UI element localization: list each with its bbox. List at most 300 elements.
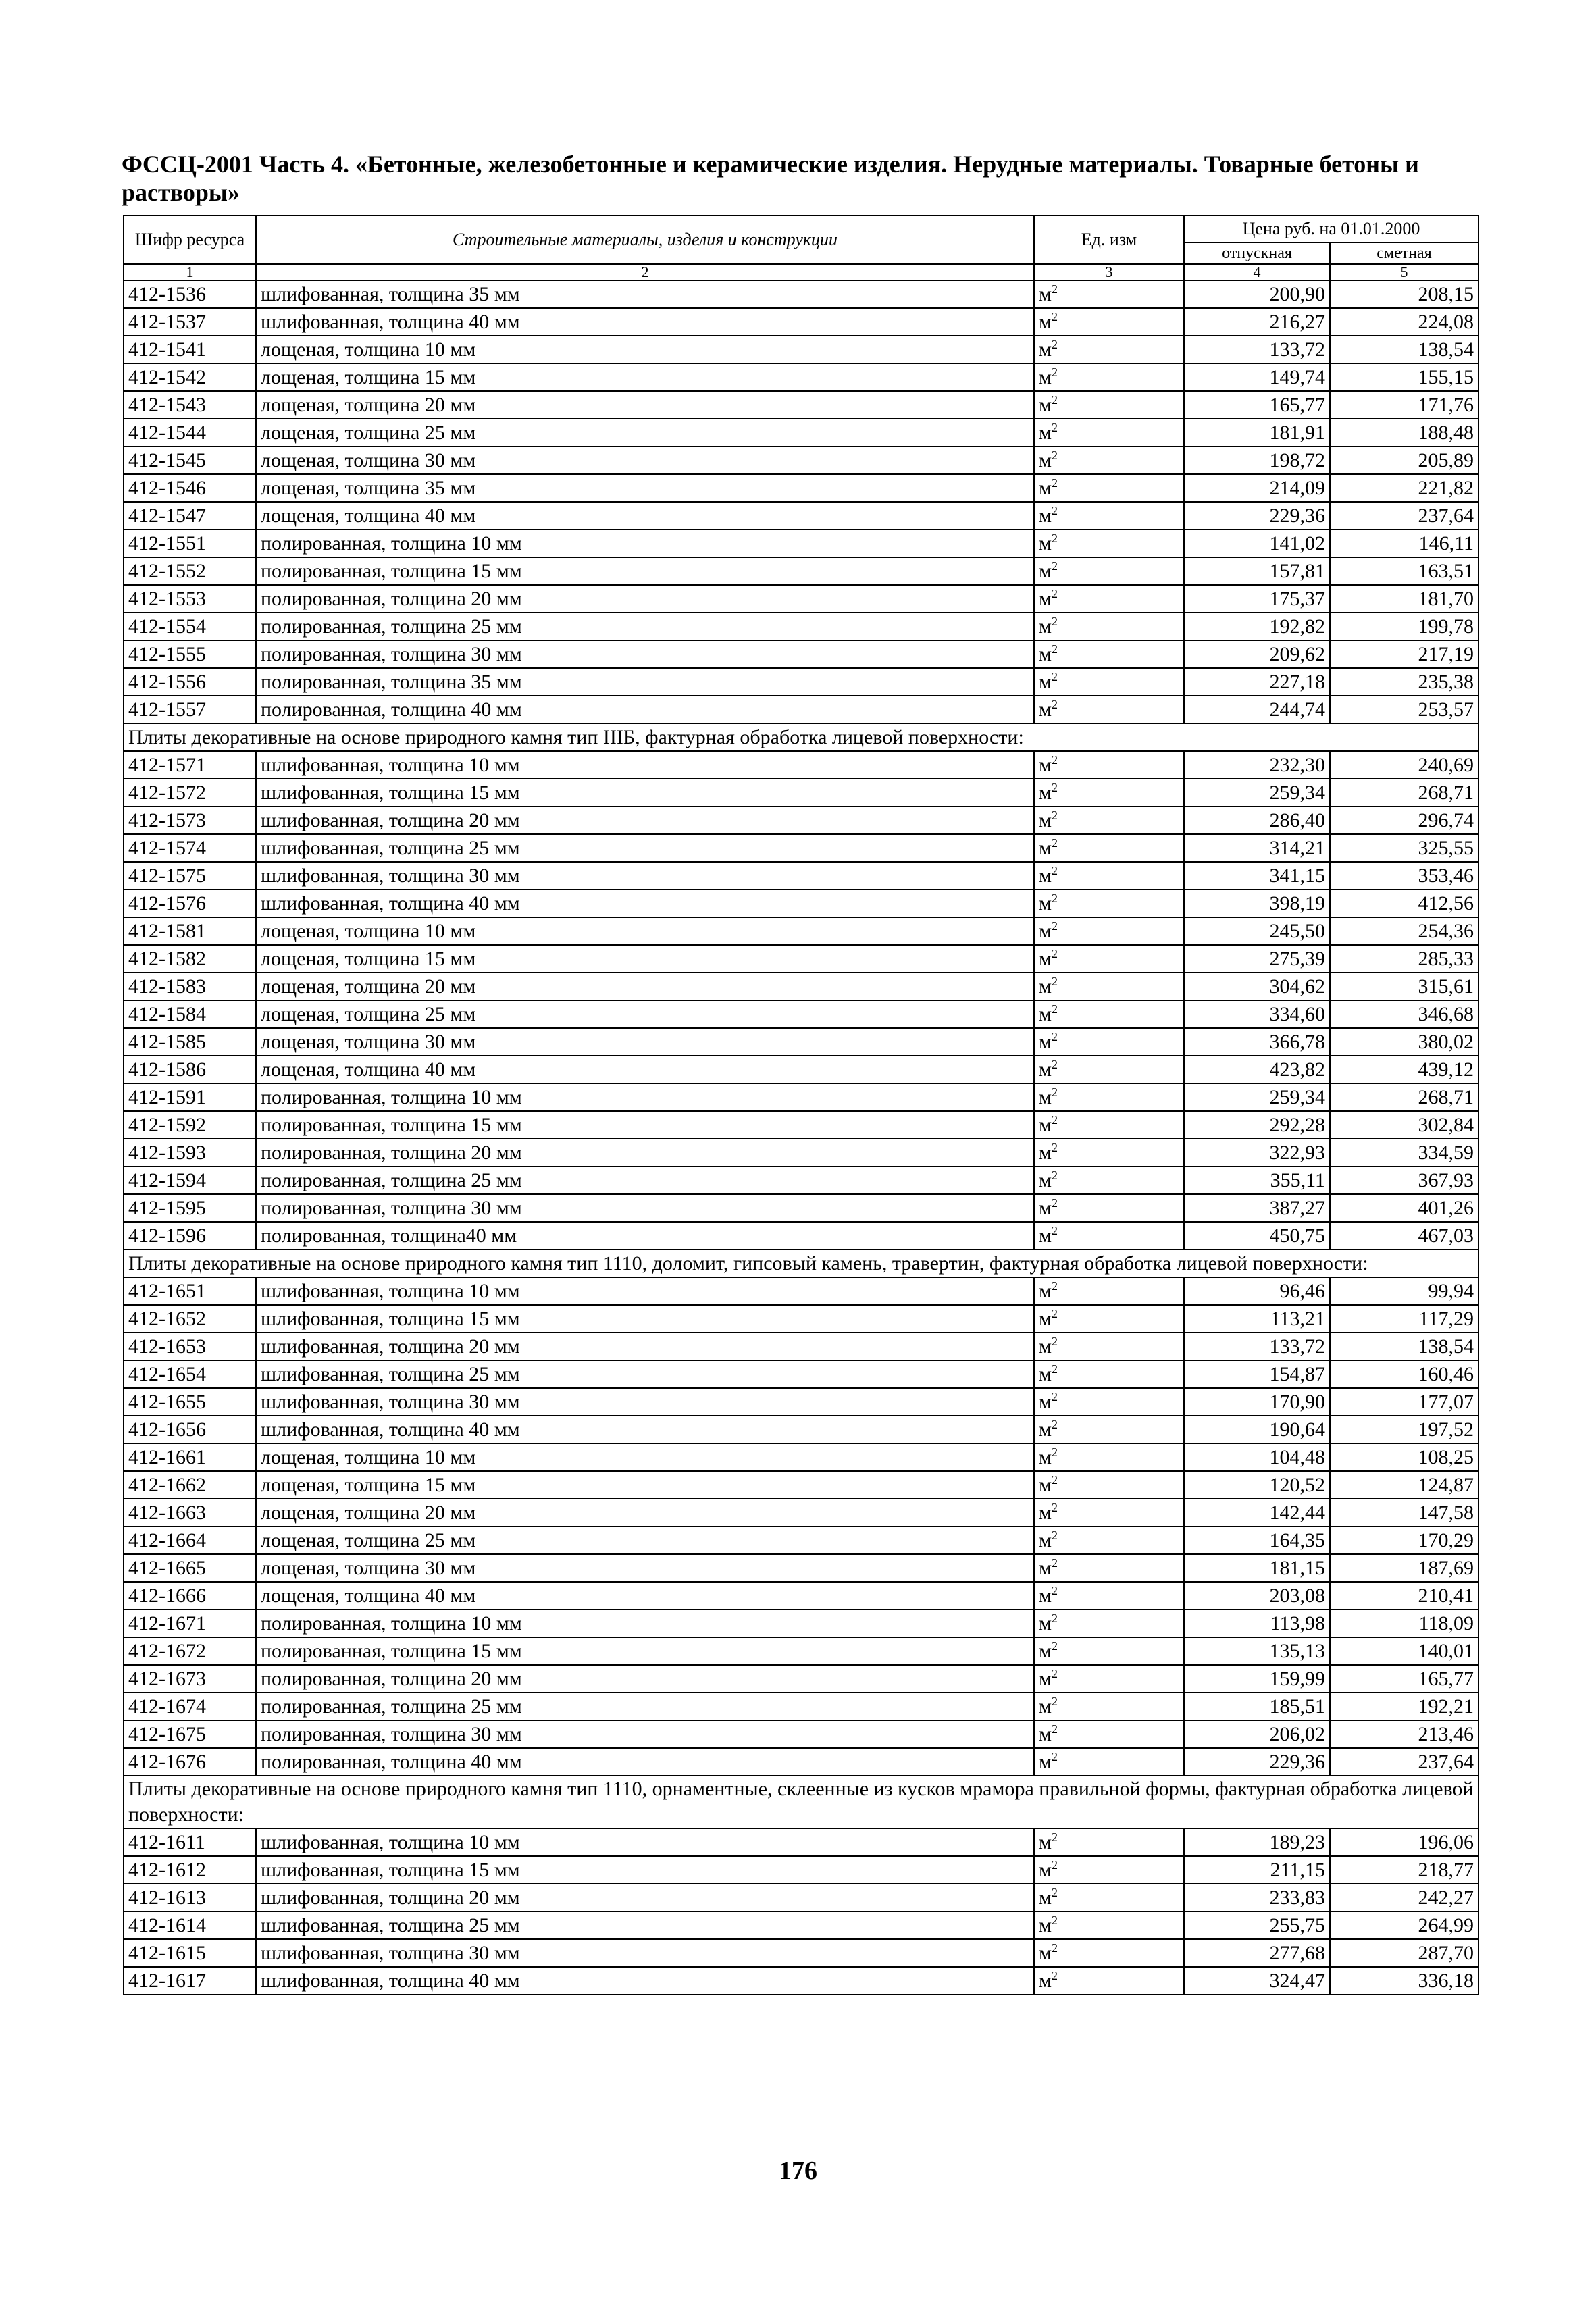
release-price: 133,72 (1184, 336, 1330, 363)
unit-base: м (1039, 1113, 1052, 1136)
table-row (124, 834, 1478, 862)
unit-base: м (1039, 1501, 1052, 1524)
release-price: 259,34 (1184, 1083, 1330, 1111)
unit-base: м (1039, 532, 1052, 555)
unit-base: м (1039, 1639, 1052, 1662)
resource-code: 412-1615 (124, 1939, 256, 1967)
material-name: полированная, толщина 20 мм (256, 585, 1034, 613)
unit-exponent: 2 (1051, 1279, 1058, 1293)
unit-base: м (1039, 1307, 1052, 1330)
unit-exponent: 2 (1051, 1968, 1058, 1982)
unit-base: м (1039, 1473, 1052, 1496)
resource-code: 412-1664 (124, 1526, 256, 1554)
material-name: полированная, толщина 25 мм (256, 1166, 1034, 1194)
unit-exponent: 2 (1051, 1940, 1058, 1955)
unit-base: м (1039, 919, 1052, 942)
resource-code: 412-1556 (124, 668, 256, 696)
table-row (124, 1748, 1478, 1776)
price-table (123, 215, 1479, 1995)
unit-base: м (1039, 282, 1052, 305)
table-row (124, 1139, 1478, 1166)
resource-code: 412-1572 (124, 779, 256, 806)
resource-code: 412-1614 (124, 1911, 256, 1939)
estimate-price: 268,71 (1330, 1083, 1478, 1111)
unit-cell (1034, 1499, 1184, 1526)
release-price: 164,35 (1184, 1526, 1330, 1554)
resource-code: 412-1537 (124, 308, 256, 336)
resource-code: 412-1617 (124, 1967, 256, 1995)
material-name: шлифованная, толщина 10 мм (256, 751, 1034, 779)
section-heading-row (124, 723, 1478, 751)
unit-exponent: 2 (1051, 282, 1058, 296)
material-name: лощеная, толщина 20 мм (256, 1499, 1034, 1526)
resource-code: 412-1576 (124, 890, 256, 917)
unit-exponent: 2 (1051, 1223, 1058, 1237)
material-name: лощеная, толщина 30 мм (256, 446, 1034, 474)
unit-cell (1034, 502, 1184, 530)
resource-code: 412-1665 (124, 1554, 256, 1582)
unit-cell (1034, 1911, 1184, 1939)
material-name: лощеная, толщина 40 мм (256, 1056, 1034, 1083)
material-name: полированная, толщина 40 мм (256, 696, 1034, 723)
table-row (124, 1939, 1478, 1967)
unit-base: м (1039, 393, 1052, 416)
resource-code: 412-1656 (124, 1416, 256, 1443)
release-price: 198,72 (1184, 446, 1330, 474)
release-price: 175,37 (1184, 585, 1330, 613)
material-name: шлифованная, толщина 35 мм (256, 280, 1034, 308)
resource-code: 412-1674 (124, 1693, 256, 1720)
material-name: шлифованная, толщина 25 мм (256, 1360, 1034, 1388)
unit-cell (1034, 363, 1184, 391)
unit-base: м (1039, 1224, 1052, 1247)
release-price: 141,02 (1184, 530, 1330, 557)
release-price: 245,50 (1184, 917, 1330, 945)
estimate-price: 224,08 (1330, 308, 1478, 336)
unit-exponent: 2 (1051, 503, 1058, 517)
resource-code: 412-1675 (124, 1720, 256, 1748)
unit-cell (1034, 1166, 1184, 1194)
table-row (124, 1194, 1478, 1222)
estimate-price: 138,54 (1330, 1333, 1478, 1360)
table-row (124, 1083, 1478, 1111)
release-price: 324,47 (1184, 1967, 1330, 1995)
estimate-price: 221,82 (1330, 474, 1478, 502)
unit-cell (1034, 1828, 1184, 1856)
release-price: 181,15 (1184, 1554, 1330, 1582)
unit-exponent: 2 (1051, 1500, 1058, 1514)
unit-base: м (1039, 1830, 1052, 1853)
unit-base: м (1039, 1584, 1052, 1607)
unit-exponent: 2 (1051, 1417, 1058, 1431)
estimate-price: 467,03 (1330, 1222, 1478, 1250)
unit-exponent: 2 (1051, 1140, 1058, 1154)
section-heading-row (124, 1250, 1478, 1277)
unit-cell (1034, 1000, 1184, 1028)
release-price: 334,60 (1184, 1000, 1330, 1028)
unit-exponent: 2 (1051, 1112, 1058, 1127)
table-row (124, 1388, 1478, 1416)
unit-base: м (1039, 781, 1052, 804)
material-name: лощеная, толщина 10 мм (256, 336, 1034, 363)
estimate-price: 235,38 (1330, 668, 1478, 696)
table-row (124, 917, 1478, 945)
table-row (124, 363, 1478, 391)
unit-base: м (1039, 670, 1052, 693)
material-name: шлифованная, толщина 25 мм (256, 1911, 1034, 1939)
table-row (124, 446, 1478, 474)
release-price: 314,21 (1184, 834, 1330, 862)
estimate-price: 254,36 (1330, 917, 1478, 945)
unit-cell (1034, 973, 1184, 1000)
material-name: лощеная, толщина 25 мм (256, 1000, 1034, 1028)
estimate-price: 208,15 (1330, 280, 1478, 308)
release-price: 149,74 (1184, 363, 1330, 391)
release-price: 322,93 (1184, 1139, 1330, 1166)
resource-code: 412-1552 (124, 557, 256, 585)
unit-exponent: 2 (1051, 365, 1058, 379)
material-name: лощеная, толщина 40 мм (256, 502, 1034, 530)
release-price: 185,51 (1184, 1693, 1330, 1720)
unit-exponent: 2 (1051, 1885, 1058, 1899)
unit-exponent: 2 (1051, 1334, 1058, 1348)
estimate-price: 287,70 (1330, 1939, 1478, 1967)
resource-code: 412-1541 (124, 336, 256, 363)
estimate-price: 296,74 (1330, 806, 1478, 834)
resource-code: 412-1655 (124, 1388, 256, 1416)
unit-cell (1034, 308, 1184, 336)
material-name: лощеная, толщина 25 мм (256, 419, 1034, 446)
release-price: 189,23 (1184, 1828, 1330, 1856)
resource-code: 412-1676 (124, 1748, 256, 1776)
table-row (124, 585, 1478, 613)
estimate-price: 325,55 (1330, 834, 1478, 862)
table-row (124, 1333, 1478, 1360)
unit-exponent: 2 (1051, 919, 1058, 933)
unit-base: м (1039, 698, 1052, 721)
unit-base: м (1039, 1279, 1052, 1302)
unit-exponent: 2 (1051, 752, 1058, 767)
table-row (124, 1499, 1478, 1526)
column-number: 3 (1034, 264, 1184, 280)
resource-code: 412-1551 (124, 530, 256, 557)
unit-base: м (1039, 1556, 1052, 1579)
release-price: 165,77 (1184, 391, 1330, 419)
resource-code: 412-1547 (124, 502, 256, 530)
unit-cell (1034, 446, 1184, 474)
table-row (124, 1610, 1478, 1637)
unit-exponent: 2 (1051, 337, 1058, 351)
table-row (124, 696, 1478, 723)
unit-exponent: 2 (1051, 475, 1058, 490)
unit-cell (1034, 668, 1184, 696)
material-name: полированная, толщина 25 мм (256, 613, 1034, 640)
release-price: 450,75 (1184, 1222, 1330, 1250)
resource-code: 412-1536 (124, 280, 256, 308)
unit-cell (1034, 1194, 1184, 1222)
material-name: шлифованная, толщина 30 мм (256, 1388, 1034, 1416)
estimate-price: 117,29 (1330, 1305, 1478, 1333)
material-name: полированная, толщина 30 мм (256, 1194, 1034, 1222)
unit-base: м (1039, 1196, 1052, 1219)
material-name: лощеная, толщина 30 мм (256, 1028, 1034, 1056)
unit-cell (1034, 585, 1184, 613)
release-price: 142,44 (1184, 1499, 1330, 1526)
resource-code: 412-1583 (124, 973, 256, 1000)
unit-base: м (1039, 642, 1052, 665)
unit-exponent: 2 (1051, 1722, 1058, 1736)
unit-base: м (1039, 1722, 1052, 1745)
resource-code: 412-1652 (124, 1305, 256, 1333)
resource-code: 412-1557 (124, 696, 256, 723)
column-number: 5 (1330, 264, 1478, 280)
estimate-price: 99,94 (1330, 1277, 1478, 1305)
unit-exponent: 2 (1051, 1694, 1058, 1708)
table-row (124, 1166, 1478, 1194)
table-row (124, 1222, 1478, 1250)
unit-cell (1034, 1111, 1184, 1139)
estimate-price: 285,33 (1330, 945, 1478, 973)
estimate-price: 253,57 (1330, 696, 1478, 723)
estimate-price: 108,25 (1330, 1443, 1478, 1471)
release-price: 423,82 (1184, 1056, 1330, 1083)
unit-cell (1034, 806, 1184, 834)
resource-code: 412-1584 (124, 1000, 256, 1028)
resource-code: 412-1594 (124, 1166, 256, 1194)
estimate-price: 380,02 (1330, 1028, 1478, 1056)
release-price: 209,62 (1184, 640, 1330, 668)
unit-exponent: 2 (1051, 891, 1058, 905)
unit-cell (1034, 1554, 1184, 1582)
release-price: 170,90 (1184, 1388, 1330, 1416)
estimate-price: 138,54 (1330, 336, 1478, 363)
unit-cell (1034, 1305, 1184, 1333)
release-price: 206,02 (1184, 1720, 1330, 1748)
estimate-price: 165,77 (1330, 1665, 1478, 1693)
material-name: лощеная, толщина 35 мм (256, 474, 1034, 502)
table-row (124, 1111, 1478, 1139)
unit-base: м (1039, 587, 1052, 610)
estimate-price: 264,99 (1330, 1911, 1478, 1939)
resource-code: 412-1654 (124, 1360, 256, 1388)
unit-cell (1034, 1388, 1184, 1416)
material-name: полированная, толщина 15 мм (256, 1637, 1034, 1665)
material-name: полированная, толщина 30 мм (256, 1720, 1034, 1748)
estimate-price: 171,76 (1330, 391, 1478, 419)
unit-cell (1034, 1720, 1184, 1748)
material-name: лощеная, толщина 20 мм (256, 973, 1034, 1000)
table-row (124, 1582, 1478, 1610)
unit-cell (1034, 1693, 1184, 1720)
section-heading-row (124, 1776, 1478, 1828)
material-name: шлифованная, толщина 20 мм (256, 1884, 1034, 1911)
release-price: 120,52 (1184, 1471, 1330, 1499)
table-body (124, 280, 1478, 1995)
release-price: 200,90 (1184, 280, 1330, 308)
release-price: 104,48 (1184, 1443, 1330, 1471)
table-row (124, 1884, 1478, 1911)
unit-base: м (1039, 338, 1052, 361)
estimate-price: 124,87 (1330, 1471, 1478, 1499)
resource-code: 412-1591 (124, 1083, 256, 1111)
unit-base: м (1039, 1445, 1052, 1468)
release-price: 366,78 (1184, 1028, 1330, 1056)
table-row (124, 1720, 1478, 1748)
unit-cell (1034, 779, 1184, 806)
material-name: шлифованная, толщина 15 мм (256, 779, 1034, 806)
resource-code: 412-1593 (124, 1139, 256, 1166)
resource-code: 412-1663 (124, 1499, 256, 1526)
unit-cell (1034, 613, 1184, 640)
resource-code: 412-1585 (124, 1028, 256, 1056)
material-name: лощеная, толщина 15 мм (256, 363, 1034, 391)
estimate-price: 170,29 (1330, 1526, 1478, 1554)
resource-code: 412-1573 (124, 806, 256, 834)
table-row (124, 640, 1478, 668)
table-row (124, 1443, 1478, 1471)
unit-base: м (1039, 1612, 1052, 1635)
table-row (124, 1856, 1478, 1884)
release-price: 190,64 (1184, 1416, 1330, 1443)
unit-cell (1034, 1610, 1184, 1637)
material-name: лощеная, толщина 25 мм (256, 1526, 1034, 1554)
resource-code: 412-1612 (124, 1856, 256, 1884)
unit-exponent: 2 (1051, 1639, 1058, 1653)
resource-code: 412-1582 (124, 945, 256, 973)
material-name: полированная, толщина 40 мм (256, 1748, 1034, 1776)
resource-code: 412-1596 (124, 1222, 256, 1250)
unit-cell (1034, 1333, 1184, 1360)
unit-exponent: 2 (1051, 863, 1058, 877)
table-row (124, 751, 1478, 779)
unit-base: м (1039, 1335, 1052, 1358)
estimate-price: 302,84 (1330, 1111, 1478, 1139)
release-price: 275,39 (1184, 945, 1330, 973)
resource-code: 412-1545 (124, 446, 256, 474)
release-price: 229,36 (1184, 1748, 1330, 1776)
unit-exponent: 2 (1051, 1611, 1058, 1625)
resource-code: 412-1543 (124, 391, 256, 419)
estimate-price: 210,41 (1330, 1582, 1478, 1610)
release-price: 113,21 (1184, 1305, 1330, 1333)
unit-cell (1034, 1416, 1184, 1443)
unit-cell (1034, 1748, 1184, 1776)
unit-exponent: 2 (1051, 1389, 1058, 1404)
section-heading: Плиты декоративные на основе природного камня тип IIIБ, фактурная обработка лицевой поверхности: (124, 723, 1478, 751)
release-price: 292,28 (1184, 1111, 1330, 1139)
estimate-price: 353,46 (1330, 862, 1478, 890)
unit-exponent: 2 (1051, 1085, 1058, 1099)
material-name: лощеная, толщина 15 мм (256, 1471, 1034, 1499)
unit-exponent: 2 (1051, 1830, 1058, 1844)
material-name: шлифованная, толщина 10 мм (256, 1828, 1034, 1856)
resource-code: 412-1575 (124, 862, 256, 890)
column-header-price: Цена руб. на 01.01.2000 (1184, 215, 1478, 242)
unit-base: м (1039, 421, 1052, 444)
estimate-price: 268,71 (1330, 779, 1478, 806)
unit-cell (1034, 1526, 1184, 1554)
estimate-price: 237,64 (1330, 502, 1478, 530)
unit-base: м (1039, 1695, 1052, 1718)
estimate-price: 199,78 (1330, 613, 1478, 640)
column-header-name: Строительные материалы, изделия и конструкции (256, 215, 1034, 264)
estimate-price: 160,46 (1330, 1360, 1478, 1388)
material-name: полированная, толщина 30 мм (256, 640, 1034, 668)
unit-cell (1034, 391, 1184, 419)
unit-base: м (1039, 615, 1052, 638)
estimate-price: 336,18 (1330, 1967, 1478, 1995)
material-name: лощеная, толщина 10 мм (256, 917, 1034, 945)
unit-base: м (1039, 1085, 1052, 1108)
material-name: лощеная, толщина 40 мм (256, 1582, 1034, 1610)
resource-code: 412-1571 (124, 751, 256, 779)
resource-code: 412-1586 (124, 1056, 256, 1083)
estimate-price: 196,06 (1330, 1828, 1478, 1856)
table-row (124, 1305, 1478, 1333)
unit-exponent: 2 (1051, 448, 1058, 462)
unit-base: м (1039, 476, 1052, 499)
table-row (124, 890, 1478, 917)
resource-code: 412-1671 (124, 1610, 256, 1637)
page-number: 176 (779, 2157, 817, 2185)
column-header-release-price: отпускная (1184, 242, 1330, 264)
table-row (124, 474, 1478, 502)
section-heading: Плиты декоративные на основе природного камня тип 1110, доломит, гипсовый камень, травертин, фактурная обработка лицевой поверхности: (124, 1250, 1478, 1277)
unit-base: м (1039, 310, 1052, 333)
material-name: шлифованная, толщина 10 мм (256, 1277, 1034, 1305)
unit-base: м (1039, 947, 1052, 970)
unit-exponent: 2 (1051, 1749, 1058, 1764)
unit-base: м (1039, 1858, 1052, 1881)
release-price: 154,87 (1184, 1360, 1330, 1388)
unit-base: м (1039, 1390, 1052, 1413)
unit-cell (1034, 1582, 1184, 1610)
table-row (124, 1554, 1478, 1582)
table-row (124, 391, 1478, 419)
release-price: 181,91 (1184, 419, 1330, 446)
table-row (124, 945, 1478, 973)
unit-exponent: 2 (1051, 697, 1058, 711)
table-row (124, 308, 1478, 336)
unit-exponent: 2 (1051, 559, 1058, 573)
material-name: лощеная, толщина 10 мм (256, 1443, 1034, 1471)
unit-cell (1034, 1637, 1184, 1665)
release-price: 229,36 (1184, 502, 1330, 530)
resource-code: 412-1613 (124, 1884, 256, 1911)
estimate-price: 240,69 (1330, 751, 1478, 779)
table-row (124, 502, 1478, 530)
estimate-price: 217,19 (1330, 640, 1478, 668)
release-price: 233,83 (1184, 1884, 1330, 1911)
unit-cell (1034, 557, 1184, 585)
unit-exponent: 2 (1051, 1555, 1058, 1570)
unit-cell (1034, 419, 1184, 446)
unit-exponent: 2 (1051, 974, 1058, 988)
material-name: шлифованная, толщина 30 мм (256, 862, 1034, 890)
unit-cell (1034, 1028, 1184, 1056)
unit-exponent: 2 (1051, 835, 1058, 850)
estimate-price: 205,89 (1330, 446, 1478, 474)
unit-cell (1034, 1139, 1184, 1166)
unit-cell (1034, 280, 1184, 308)
table-row (124, 779, 1478, 806)
release-price: 96,46 (1184, 1277, 1330, 1305)
unit-cell (1034, 336, 1184, 363)
resource-code: 412-1553 (124, 585, 256, 613)
release-price: 159,99 (1184, 1665, 1330, 1693)
estimate-price: 213,46 (1330, 1720, 1478, 1748)
table-row (124, 557, 1478, 585)
